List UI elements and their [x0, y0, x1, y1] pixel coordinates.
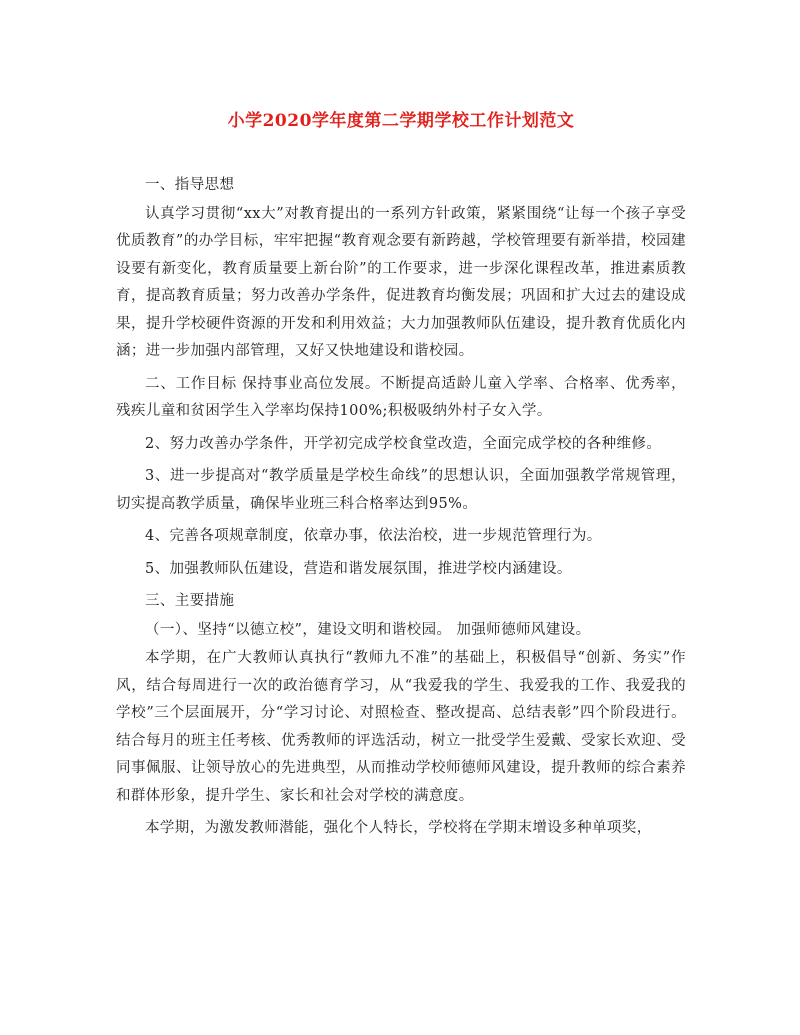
paragraph-goal-3: 3、进一步提高对“教学质量是学校生命线”的思想认识，全面加强教学常规管理，切实提高教学质量，确保毕业班三科合格率达到95%。 — [116, 468, 686, 512]
document-title: 小学2020学年度第二学期学校工作计划范文 — [227, 111, 575, 131]
paragraph-teacher-awards: 本学期，为激发教师潜能，强化个人特长，学校将在学期末增设多种单项奖， — [145, 820, 652, 836]
section-heading-main-measures: 三、主要措施 — [145, 593, 235, 609]
paragraph-goal-5: 5、加强教师队伍建设，营造和谐发展氛围，推进学校内涵建设。 — [145, 560, 572, 577]
paragraph-work-goals: 二、工作目标 保持事业高位发展。不断提高适龄儿童入学率、合格率、优秀率，残疾儿童和贫困学生入学率均保持100%;积极吸纳外村子女入学。 — [116, 375, 686, 419]
paragraph-teacher-ethics: 本学期，在广大教师认真执行“教师九不准”的基础上，积极倡导“创新、务实”作风，结合每周进行一次的政治德育学习，从“我爱我的学生、我爱我的工作、我爱我的学校”三个层面展开，分“学习讨论、对照检查、整改提高、总结表彰”四个阶段进行。结合每月的班主任考核、优秀教师的评选活动，树立一批受学生爱戴、受家长欢迎、受同事佩服、让领导放心的先进典型，从而推动学校师德师风建设，提升教师的综合素养和群体形象，提升学生、家长和社会对学校的满意度。 — [116, 650, 686, 804]
paragraph-guiding-ideology: 认真学习贯彻“xx大”对教育提出的一系列方针政策，紧紧围绕“让每一个孩子享受优质教育”的办学目标，牢牢把握“教育观念要有新跨越，学校管理要有新举措，校园建设要有新变化，教育质量要上新台阶”的工作要求，进一步深化课程改革，推进素质教育，提高教育质量；努力改善办学条件，促进教育均衡发展；巩固和扩大过去的建设成果，提升学校硬件资源的开发和利用效益；大力加强教师队伍建设，提升教育优质化内涵；进一步加强内部管理，又好又快地建设和谐校园。 — [116, 205, 686, 359]
document-page — [116, 108, 686, 848]
paragraph-goal-4: 4、完善各项规章制度，依章办事，依法治校，进一步规范管理行为。 — [145, 528, 602, 544]
paragraph-goal-2: 2、努力改善办学条件，开学初完成学校食堂改造，全面完成学校的各种维修。 — [145, 435, 662, 452]
section-heading-guiding-ideology: 一、指导思想 — [145, 177, 235, 193]
subsection-heading-moral-education: （一）、坚持“以德立校”，建设文明和谐校园。 加强师德师风建设。 — [145, 621, 591, 638]
